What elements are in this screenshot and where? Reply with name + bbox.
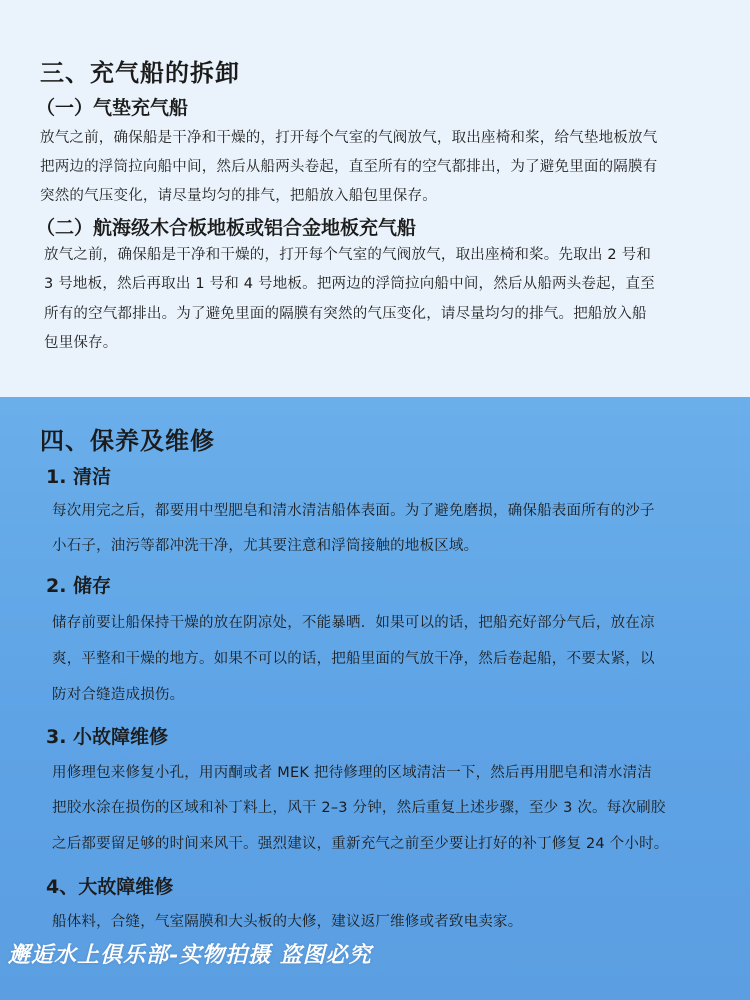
paragraph-line: 3 号地板，然后再取出 1 号和 4 号地板。把两边的浮筒拉向船中间，然后从船两头卷起，直至: [44, 276, 655, 292]
watermark-text: 邂逅水上俱乐部-实物拍摄 盗图必究: [8, 942, 372, 968]
paragraph-line: 放气之前，确保船是干净和干燥的，打开每个气室的气阀放气，取出座椅和桨。先取出 2 号和: [44, 247, 652, 263]
paragraph-line: 防对合缝造成损伤。: [52, 687, 185, 703]
paragraph-line: 用修理包来修复小孔，用丙酮或者 MEK 把待修理的区域清洁一下，然后再用肥皂和清水清洁: [52, 765, 652, 781]
subsection-title-air-floor: （一）气垫充气船: [36, 97, 189, 119]
item-title-major-repair: 4、大故障维修: [46, 876, 174, 898]
item-title-minor-repair: 3. 小故障维修: [46, 726, 169, 748]
paragraph-line: 包里保存。: [44, 335, 118, 351]
paragraph-line: 把胶水涂在损伤的区域和补丁料上，风干 2–3 分钟，然后重复上述步骤，至少 3 次。每次刷胶: [52, 800, 666, 816]
paragraph-line: 爽，平整和干燥的地方。如果不可以的话，把船里面的气放干净，然后卷起船，不要太紧，以: [52, 651, 655, 667]
section-title-maintenance: 四、保养及维修: [40, 427, 215, 455]
paragraph-line: 把两边的浮筒拉向船中间，然后从船两头卷起，直至所有的空气都排出，为了避免里面的隔膜有: [40, 159, 658, 175]
item-title-cleaning: 1. 清洁: [46, 466, 112, 488]
paragraph-line: 小石子，油污等都冲洗干净，尤其要注意和浮筒接触的地板区域。: [52, 538, 479, 554]
paragraph-line: 之后都要留足够的时间来风干。强烈建议，重新充气之前至少要让打好的补丁修复 24 个小时。: [52, 836, 669, 852]
section-title-disassembly: 三、充气船的拆卸: [40, 59, 240, 87]
paragraph-line: 突然的气压变化，请尽量均匀的排气，把船放入船包里保存。: [40, 188, 437, 204]
subsection-title-plywood-floor: （二）航海级木合板地板或铝合金地板充气船: [36, 217, 417, 239]
paragraph-line: 所有的空气都排出。为了避免里面的隔膜有突然的气压变化，请尽量均匀的排气。把船放入船: [44, 306, 647, 322]
paragraph-line: 船体料，合缝，气室隔膜和大头板的大修，建议返厂维修或者致电卖家。: [52, 914, 523, 930]
paragraph-line: 放气之前，确保船是干净和干燥的，打开每个气室的气阀放气，取出座椅和桨，给气垫地板放气: [40, 130, 658, 146]
paragraph-line: 每次用完之后，都要用中型肥皂和清水清洁船体表面。为了避免磨损，确保船表面所有的沙子: [52, 503, 655, 519]
item-title-storage: 2. 储存: [46, 575, 112, 597]
paragraph-line: 储存前要让船保持干燥的放在阴凉处，不能暴晒．如果可以的话，把船充好部分气后，放在凉: [52, 615, 655, 631]
